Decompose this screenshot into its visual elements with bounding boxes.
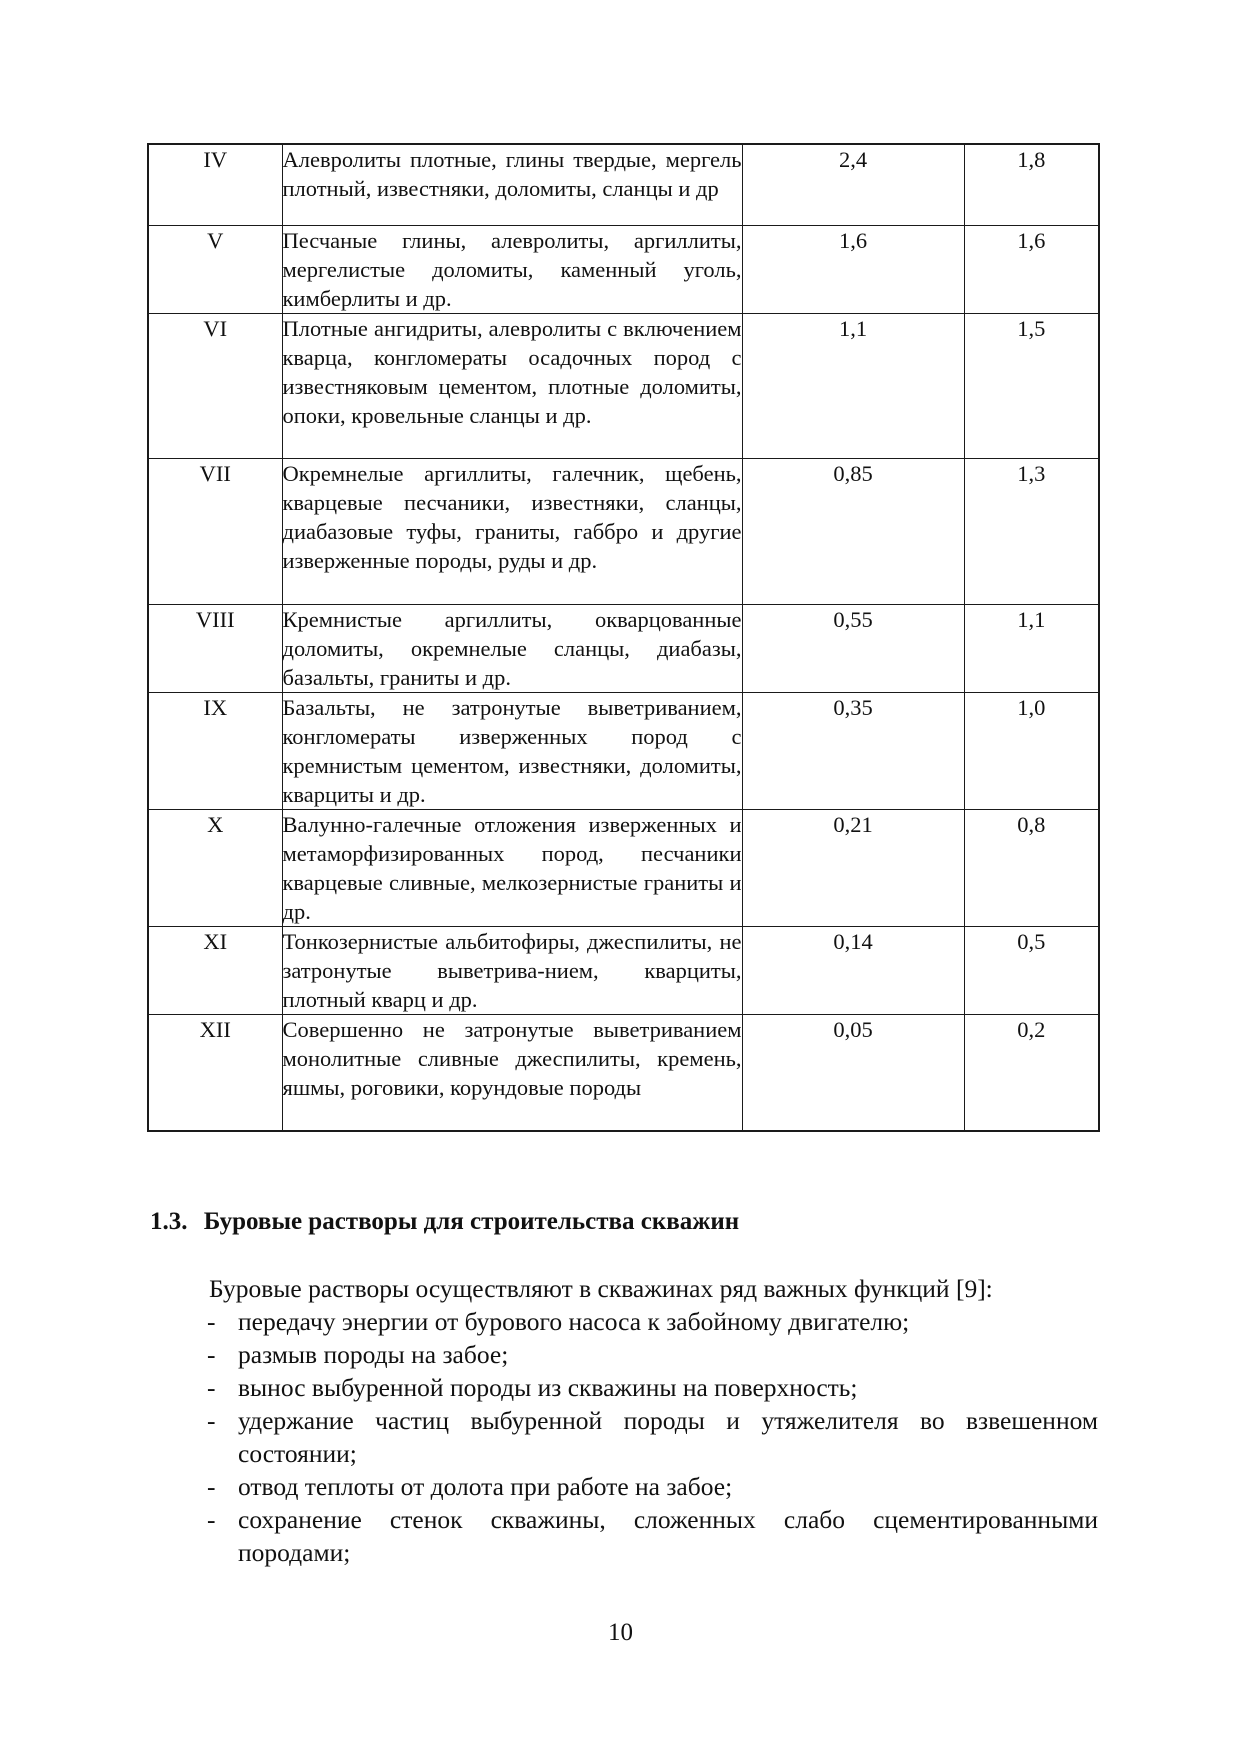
value1-cell: 0,85 [742, 458, 964, 604]
value1-cell: 1,6 [742, 225, 964, 313]
section-heading [150, 1205, 739, 1239]
category-cell: XII [148, 1014, 282, 1131]
value1-cell: 2,4 [742, 144, 964, 225]
value2-cell: 1,8 [964, 144, 1099, 225]
table-row [148, 144, 1099, 225]
description-cell: Песчаные глины, алевролиты, аргиллиты, мергелистые доломиты, каменный уголь, кимберлиты и др. [282, 225, 742, 313]
rock-category-table [147, 143, 1100, 1132]
list-item [150, 1470, 1098, 1503]
description-cell: Плотные ангидриты, алевролиты с включением кварца, конгломераты осадочных пород с известняковым цементом, плотные доломиты, опоки, кровельные сланцы и др. [282, 313, 742, 458]
value2-cell: 1,0 [964, 692, 1099, 809]
page-number: 10 [608, 1619, 633, 1646]
value2-cell: 0,8 [964, 809, 1099, 926]
table-row [148, 313, 1099, 458]
list-item [150, 1371, 1098, 1404]
value2-cell: 1,5 [964, 313, 1099, 458]
list-item [150, 1305, 1098, 1338]
category-cell: IX [148, 692, 282, 809]
table-row [148, 458, 1099, 604]
list-item [150, 1404, 1098, 1470]
list-dash: - [207, 1505, 216, 1534]
category-cell: X [148, 809, 282, 926]
list-item-text: вынос выбуренной породы из скважины на поверхность; [238, 1373, 858, 1402]
list-item-text: размыв породы на забое; [238, 1340, 509, 1369]
list-dash: - [207, 1406, 216, 1435]
value2-cell: 1,6 [964, 225, 1099, 313]
table-row [148, 604, 1099, 692]
category-cell: VIII [148, 604, 282, 692]
category-cell: V [148, 225, 282, 313]
table-row [148, 809, 1099, 926]
list-dash: - [207, 1307, 216, 1336]
description-cell: Базальты, не затронутые выветриванием, конгломераты изверженных пород с кремнистым цементом, известняки, доломиты, кварциты и др. [282, 692, 742, 809]
list-dash: - [207, 1373, 216, 1402]
description-cell: Алевролиты плотные, глины твердые, мергель плотный, известняки, доломиты, сланцы и др [282, 144, 742, 225]
list-item [150, 1503, 1098, 1569]
table-row [148, 1014, 1099, 1131]
value1-cell: 0,55 [742, 604, 964, 692]
description-cell: Тонкозернистые альбитофиры, джеспилиты, не затронутые выветрива-нием, кварциты, плотный кварц и др. [282, 926, 742, 1014]
value1-cell: 0,35 [742, 692, 964, 809]
intro-paragraph: Буровые растворы осуществляют в скважинах ряд важных функций [9]: [209, 1274, 993, 1303]
list-dash: - [207, 1472, 216, 1501]
category-cell: VI [148, 313, 282, 458]
table-row [148, 225, 1099, 313]
description-cell: Кремнистые аргиллиты, окварцованные доломиты, окремнелые сланцы, диабазы, базальты, граниты и др. [282, 604, 742, 692]
list-item-text: удержание частиц выбуренной породы и утяжелителя во взвешенном состоянии; [238, 1406, 1098, 1468]
description-cell: Валунно-галечные отложения изверженных и метаморфизированных пород, песчаники кварцевые сливные, мелкозернистые граниты и др. [282, 809, 742, 926]
category-cell: XI [148, 926, 282, 1014]
body-text [150, 1272, 1098, 1569]
value2-cell: 0,5 [964, 926, 1099, 1014]
value1-cell: 0,14 [742, 926, 964, 1014]
description-cell: Совершенно не затронутые выветриванием монолитные сливные джеспилиты, кремень, яшмы, роговики, корундовые породы [282, 1014, 742, 1131]
value2-cell: 1,1 [964, 604, 1099, 692]
list-item [150, 1338, 1098, 1371]
category-cell: IV [148, 144, 282, 225]
list-item-text: сохранение стенок скважины, сложенных слабо сцементированными породами; [238, 1505, 1098, 1567]
table-row [148, 692, 1099, 809]
list-item-text: отвод теплоты от долота при работе на забое; [238, 1472, 733, 1501]
list-dash: - [207, 1340, 216, 1369]
value1-cell: 0,05 [742, 1014, 964, 1131]
value2-cell: 0,2 [964, 1014, 1099, 1131]
value2-cell: 1,3 [964, 458, 1099, 604]
section-number: 1.3. [150, 1208, 188, 1235]
value1-cell: 1,1 [742, 313, 964, 458]
value1-cell: 0,21 [742, 809, 964, 926]
list-item-text: передачу энергии от бурового насоса к забойному двигателю; [238, 1307, 910, 1336]
category-cell: VII [148, 458, 282, 604]
table-row [148, 926, 1099, 1014]
section-title: Буровые растворы для строительства скважин [203, 1208, 740, 1235]
description-cell: Окремнелые аргиллиты, галечник, щебень, кварцевые песчаники, известняки, сланцы, диабазовые туфы, граниты, габбро и другие изверженные породы, руды и др. [282, 458, 742, 604]
functions-list [150, 1305, 1098, 1569]
